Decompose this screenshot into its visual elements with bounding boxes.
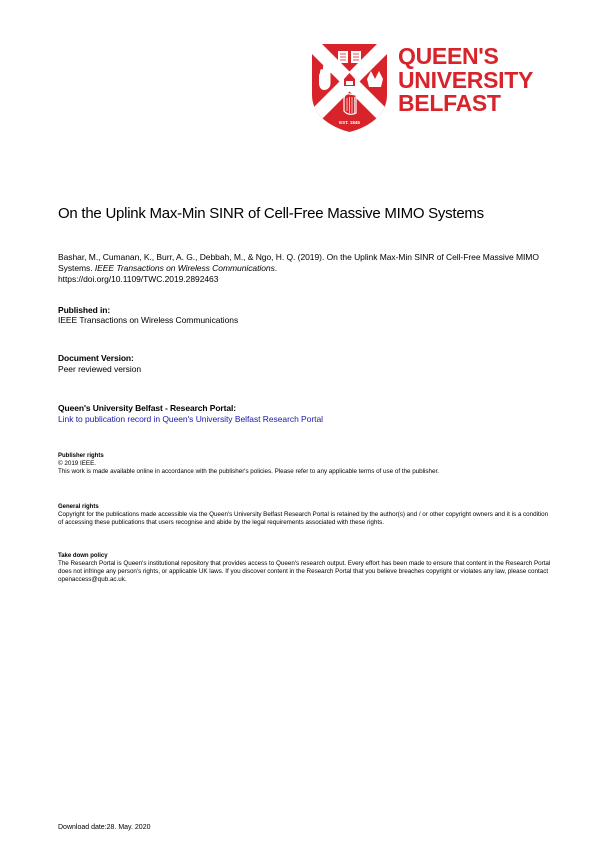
university-name-line1: QUEEN'S	[398, 43, 499, 69]
publisher-rights-heading: Publisher rights	[58, 453, 104, 459]
university-name-line2: UNIVERSITY	[398, 66, 534, 93]
publisher-rights-line1: © 2019 IEEE.	[58, 460, 97, 467]
general-rights-text: Copyright for the publications made accessible via the Queen's University Belfast Research Portal is retained by the author(s) and / or other copyright owners and it is a condition of accessing these publications that users recognise and abide by the legal requirements associated with these rights.	[58, 511, 549, 526]
take-down-text: The Research Portal is Queen's institutional repository that provides access to Queen's research output. Every effort has been made to ensure that content in the Research Portal does not infringe any person's rights, or applicable UK laws. If you discover content in the Research Portal that you believe breaches copyright or violates any law, please contact openaccess@qub.ac.uk.	[58, 560, 551, 583]
citation-authors: Bashar, M., Cumanan, K., Burr, A. G., Debbah, M., & Ngo, H. Q. (2019). On the Uplink Max-Min SINR of Cell-Free Massive MIMO Systems.	[58, 252, 539, 273]
citation-doi[interactable]: https://doi.org/10.1109/TWC.2019.2892463	[58, 274, 219, 284]
citation-journal: IEEE Transactions on Wireless Communications	[94, 263, 275, 273]
document-version-value: Peer reviewed version	[58, 364, 142, 374]
university-name-line3: BELFAST	[398, 90, 501, 116]
crest-est-text: EST. 1845	[339, 120, 360, 125]
publisher-rights-line2: This work is made available online in accordance with the publisher's policies. Please refer to any applicable terms of use of the publisher.	[58, 467, 439, 475]
research-portal-link[interactable]: Link to publication record in Queen's University Belfast Research Portal	[58, 414, 323, 424]
publisher-rights-text	[58, 460, 553, 476]
take-down-heading: Take down policy	[58, 553, 108, 559]
general-rights-heading: General rights	[58, 504, 99, 510]
download-date: Download date:28. May. 2020	[58, 824, 151, 831]
crest-icon	[311, 43, 388, 133]
document-version-heading: Document Version:	[58, 353, 134, 363]
university-name	[398, 45, 533, 116]
published-in-heading: Published in:	[58, 305, 111, 315]
citation-period: .	[274, 263, 278, 273]
university-logo	[311, 43, 556, 133]
research-portal-heading: Queen's University Belfast - Research Portal:	[58, 403, 236, 413]
document-title: On the Uplink Max-Min SINR of Cell-Free Massive MIMO Systems	[58, 205, 484, 222]
published-in-value: IEEE Transactions on Wireless Communications	[58, 315, 239, 325]
citation	[58, 252, 548, 285]
